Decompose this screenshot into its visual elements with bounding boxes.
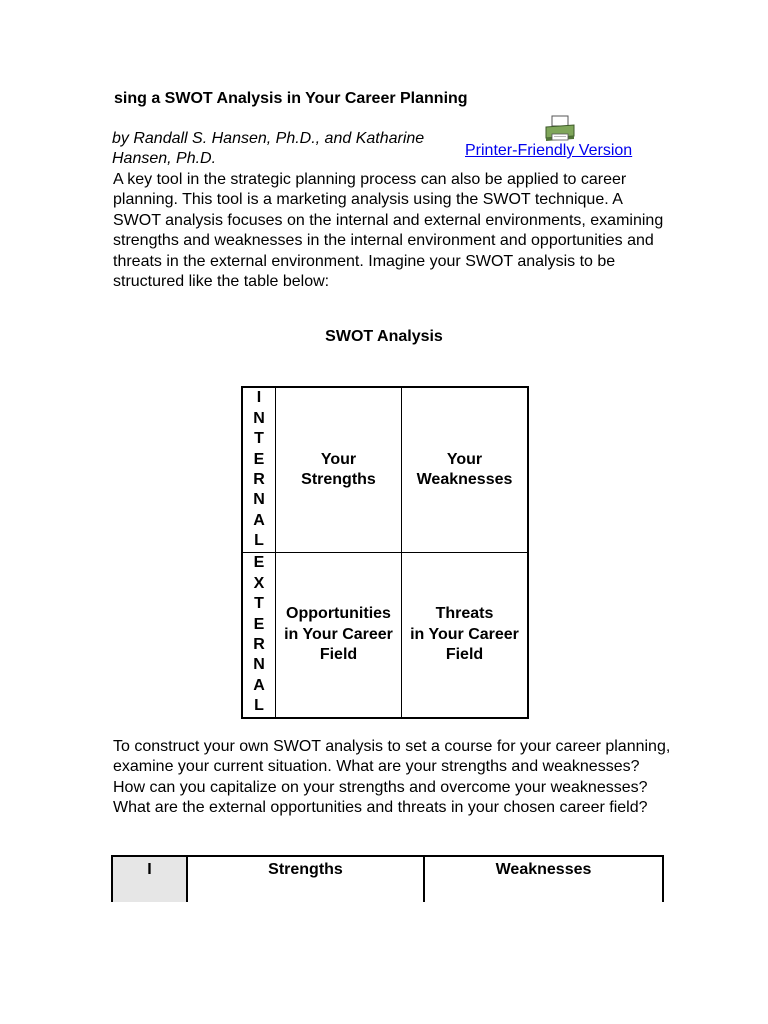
vertical-letter: E: [253, 450, 265, 468]
vertical-letter: R: [253, 636, 265, 653]
cell-line: Field: [319, 646, 358, 664]
intro-paragraph: A key tool in the strategic planning process can also be applied to career planning. This tool is a marketing analysis using the SWOT technique. A SWOT analysis focuses on the internal and external environments, examining strengths and weaknesses in the internal environment and opportunities and threats in the external environment. Imagine your SWOT analysis to be structured like the table below:: [113, 171, 664, 291]
construct-paragraph: To construct your own SWOT analysis to set a course for your career planning, examine your current situation. What are your strengths and weaknesses? How can you capitalize on your strengths and overcome your weaknesses? What are the external opportunities and threats in your chosen career field?: [113, 738, 671, 817]
cell-line: Strengths: [301, 471, 376, 488]
printer-friendly-link[interactable]: Printer-Friendly Version: [465, 142, 633, 159]
vertical-letter: L: [254, 697, 264, 715]
swot-table: [241, 386, 529, 719]
worksheet-weaknesses-header: Weaknesses: [424, 856, 663, 902]
cell-line: Opportunities: [286, 605, 391, 623]
vertical-letter: X: [253, 574, 265, 592]
cell-line: Your: [320, 450, 357, 468]
printer-icon[interactable]: [543, 114, 577, 144]
vertical-letter: T: [254, 595, 264, 613]
weaknesses-cell: [402, 387, 529, 553]
vertical-letter: T: [254, 430, 264, 448]
cell-line: Your: [446, 450, 483, 468]
vertical-letter: A: [253, 511, 265, 529]
strengths-cell: [276, 387, 402, 553]
vertical-letter: R: [253, 471, 265, 488]
cell-line: Field: [445, 646, 484, 664]
vertical-letter: L: [254, 532, 264, 550]
opportunities-cell: [276, 553, 402, 719]
internal-label: [242, 387, 276, 553]
vertical-letter: N: [253, 409, 265, 427]
vertical-letter: N: [253, 491, 265, 509]
worksheet-row-label: I: [112, 856, 187, 902]
cell-line: in Your Career: [284, 625, 393, 643]
threats-cell: [402, 553, 529, 719]
cell-line: Weaknesses: [416, 471, 513, 488]
vertical-letter: N: [253, 656, 265, 674]
swot-heading: SWOT Analysis: [325, 328, 443, 345]
vertical-letter: E: [253, 615, 265, 633]
vertical-letter: E: [253, 554, 265, 572]
vertical-letter: A: [253, 676, 265, 694]
vertical-letter: I: [256, 389, 262, 407]
author-byline: by Randall S. Hansen, Ph.D., and Katharine Hansen, Ph.D.: [112, 130, 425, 167]
cell-line: in Your Career: [410, 625, 519, 643]
swot-worksheet-table: [111, 855, 664, 902]
external-label: [242, 553, 276, 719]
worksheet-strengths-header: Strengths: [187, 856, 424, 902]
cell-line: Threats: [435, 605, 494, 623]
page-title: sing a SWOT Analysis in Your Career Planning: [114, 90, 468, 107]
